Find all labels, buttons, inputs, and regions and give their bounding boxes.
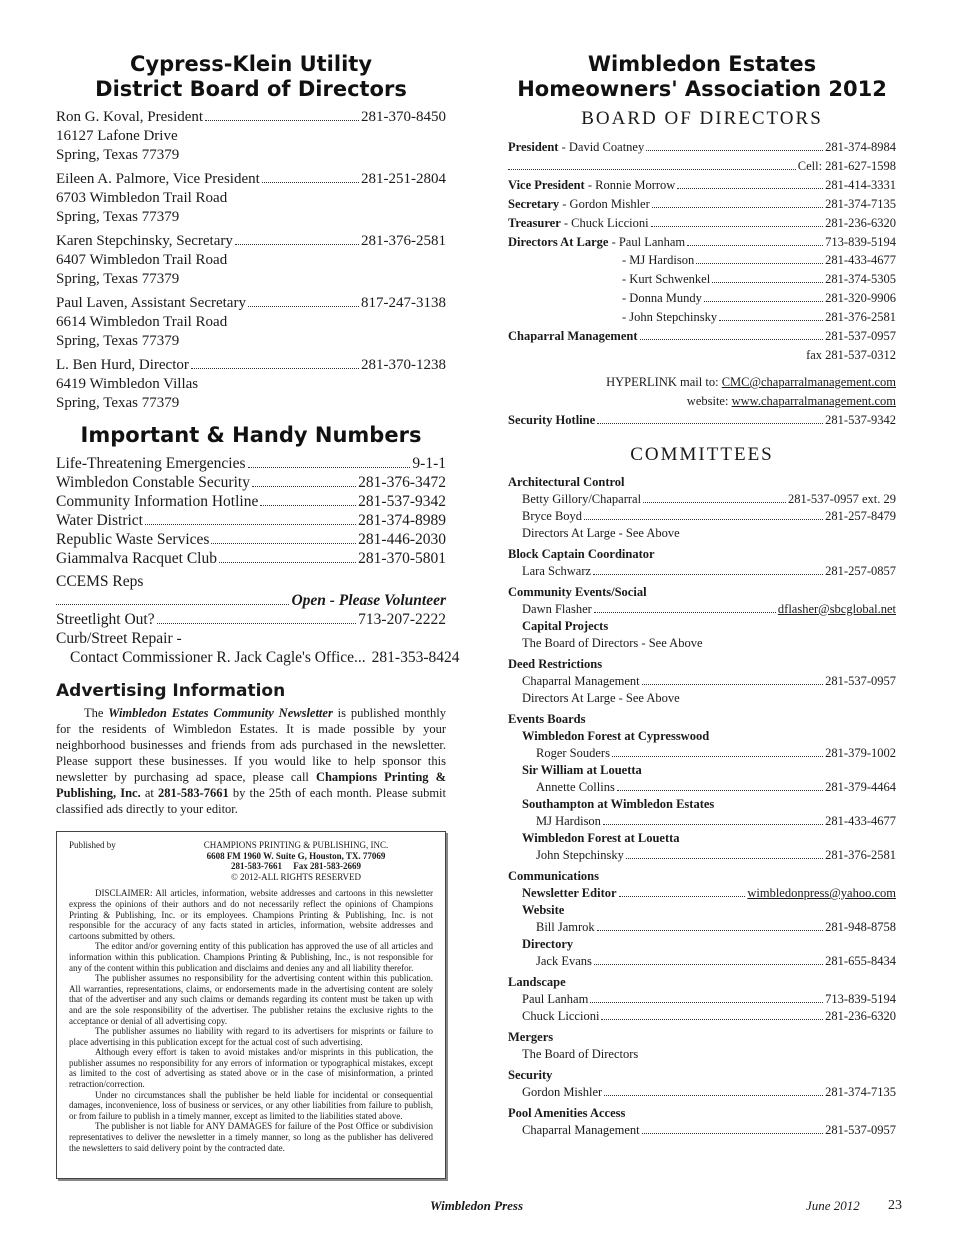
- committee-title: Communications: [508, 868, 599, 883]
- handy-label: Wimbledon Constable Security: [56, 474, 250, 491]
- handy-label: Republic Waste Services: [56, 531, 210, 548]
- publisher-header: [69, 840, 433, 882]
- director-address-line2: Spring, Texas 77379: [56, 147, 180, 163]
- member-phone: 281-655-8434: [825, 953, 896, 968]
- member-name: Gordon Mishler: [522, 1084, 603, 1099]
- chaparral-email-link[interactable]: CMC@chaparralmanagement.com: [721, 374, 896, 389]
- committee-note: The Board of Directors - See Above: [522, 635, 703, 650]
- curb-label: Curb/Street Repair -: [56, 630, 182, 647]
- disclaimer-paragraph: The publisher assumes no responsibility for the advertising content within this publication. All warranties, representations, claims, or endorsements made in the advertising content are solely that of the advertiser and any such claims or demands regarding its content must be taken up with and are the sole responsibility of the advertiser. The publisher retains the exclusive rights to the acceptance or denial of all advertising copy.: [69, 973, 433, 1026]
- leader-dots: [590, 1002, 823, 1003]
- member-phone: 281-236-6320: [825, 1008, 896, 1023]
- handy-label: Water District: [56, 512, 143, 529]
- member-name: Dawn Flasher: [522, 601, 592, 616]
- director-address-line2: Spring, Texas 77379: [56, 333, 180, 349]
- ad-text-part: at: [140, 786, 158, 800]
- director-name: Karen Stepchinsky, Secretary: [56, 233, 233, 249]
- disclaimer-paragraph: The editor and/or governing entity of this publication has approved the use of all articles and information within this publication. Champions Printing & Publishing, Inc., is not responsible for any of the content within this publication and disclaims and denies any and all liability therefor.: [69, 941, 433, 973]
- committee-title: Community Events/Social: [508, 584, 647, 599]
- director-phone: 281-370-1238: [361, 357, 446, 373]
- director-address-line1: 6703 Wimbledon Trail Road: [56, 190, 228, 206]
- officer-role: Vice President: [508, 177, 585, 192]
- ad-text-part: by the 25th of each month. Please submit classified ads directly to your editor.: [56, 786, 446, 816]
- website-line: [508, 392, 896, 411]
- officer-phone: 281-236-6320: [825, 215, 896, 230]
- director-name: - Kurt Schwenkel: [622, 272, 711, 287]
- leader-dots: [651, 226, 824, 227]
- committee-row: [508, 563, 896, 580]
- member-name: Roger Souders: [536, 745, 610, 760]
- director-row: [56, 232, 446, 251]
- hoa-title-line2: Homeowners' Association 2012: [517, 77, 887, 101]
- leader-dots: [248, 467, 411, 468]
- officer-name: - Gordon Mishler: [559, 196, 650, 211]
- committee-title: Capital Projects: [522, 618, 609, 633]
- director-row: [56, 108, 446, 127]
- handy-number-row: [56, 530, 446, 549]
- member-name: John Stepchinsky: [536, 847, 624, 862]
- handy-label: Life-Threatening Emergencies: [56, 455, 246, 472]
- committee-row: [508, 885, 896, 902]
- director-address-line1: 6614 Wimbledon Trail Road: [56, 314, 228, 330]
- director-name: - Donna Mundy: [622, 291, 702, 306]
- leader-dots: [642, 1133, 824, 1134]
- ad-newsletter-name: Wimbledon Estates Community Newsletter: [108, 706, 333, 720]
- leader-dots: [191, 368, 359, 369]
- leader-dots: [696, 263, 823, 264]
- streetlight-row: [56, 610, 446, 629]
- leader-dots: [56, 604, 289, 605]
- leader-dots: [603, 824, 823, 825]
- handy-numbers-list: [56, 454, 446, 568]
- leader-dots: [593, 574, 823, 575]
- leader-dots: [260, 505, 356, 506]
- chaparral-website-link[interactable]: www.chaparralmanagement.com: [731, 393, 896, 408]
- director-phone: 281-251-2804: [361, 171, 446, 187]
- leader-dots: [643, 502, 786, 503]
- member-phone: 281-948-8758: [825, 919, 896, 934]
- subcommittee-title: Directory: [522, 936, 574, 951]
- leader-dots: [646, 150, 823, 151]
- committee-title: Security: [508, 1067, 553, 1082]
- director-at-large-row: [508, 289, 896, 308]
- disclaimer-paragraph: The publisher assumes no liability with regard to its advertisers for misprints or failure to place advertising in this publication except for the actual cost of such advertising.: [69, 1026, 433, 1047]
- director-address-line2: Spring, Texas 77379: [56, 209, 180, 225]
- director-phone: 281-433-4677: [825, 253, 896, 268]
- hoa-title-line1: Wimbledon Estates: [587, 52, 817, 76]
- director-address-line2: Spring, Texas 77379: [56, 271, 180, 287]
- director-phone: 281-320-9906: [825, 291, 896, 306]
- disclaimer-text: [69, 888, 433, 1153]
- leader-dots: [652, 207, 823, 208]
- director-address-line1: 6419 Wimbledon Villas: [56, 376, 199, 392]
- ad-text-part: is published monthly for the residents of Wimbledon Estates. It is made possible by your neighborhood businesses and friends from ads purchased in the newsletter. Please support these businesses. If you would like to help sponsor this newsletter by purchasing ad space, please call: [56, 706, 447, 784]
- disclaimer-paragraph: DISCLAIMER: All articles, information, website addresses and cartoons in this newsletter express the opinions of their authors and do not necessarily reflect the opinions of Champions Printing & Publishing, Inc. or its employees. Champions Printing & Publishing, Inc. is not responsible for the accuracy of any facts stated in articles, information, website addresses and cartoons submitted by others.: [69, 888, 433, 941]
- member-name: MJ Hardison: [536, 813, 601, 828]
- leader-dots: [235, 244, 359, 245]
- utility-director: [56, 294, 446, 351]
- member-role: Newsletter Editor: [522, 885, 617, 900]
- ccems-block: [56, 572, 460, 667]
- subcommittee-title: Sir William at Louetta: [522, 762, 642, 777]
- president-name: - David Coatney: [558, 140, 645, 154]
- committee-row: [508, 813, 896, 830]
- committee-row: [508, 953, 896, 970]
- ad-text-part: The: [84, 706, 109, 720]
- leader-dots: [597, 930, 823, 931]
- officer-label: [508, 233, 685, 252]
- subcommittee-title: Wimbledon Forest at Cypresswood: [522, 728, 710, 743]
- committee-row: [508, 919, 896, 936]
- director-phone: 817-247-3138: [361, 295, 446, 311]
- officer-label: [508, 195, 650, 214]
- handy-value: 281-374-8989: [358, 512, 446, 529]
- advertising-text: [56, 705, 446, 817]
- leader-dots: [626, 858, 823, 859]
- committee-note: Directors At Large - See Above: [522, 690, 680, 705]
- member-phone: 281-257-0857: [825, 563, 896, 578]
- leader-dots: [248, 306, 359, 307]
- director-name: L. Ben Hurd, Director: [56, 357, 189, 373]
- streetlight-label: Streetlight Out?: [56, 611, 155, 628]
- officers-list: [508, 176, 896, 252]
- officer-row: [508, 214, 896, 233]
- committee-title: Events Boards: [508, 711, 586, 726]
- director-name: - MJ Hardison: [622, 253, 695, 268]
- website-label: website:: [686, 393, 732, 408]
- leader-dots: [619, 896, 746, 897]
- director-address-line1: 16127 Lafone Drive: [56, 128, 178, 144]
- security-hotline-phone: 281-537-9342: [825, 412, 896, 427]
- ccems-label: CCEMS Reps: [56, 573, 144, 590]
- leader-dots: [594, 964, 823, 965]
- subcommittee-title: Southampton at Wimbledon Estates: [522, 796, 715, 811]
- committee-title: Mergers: [508, 1029, 554, 1044]
- board-of-directors-heading: BOARD OF DIRECTORS: [581, 108, 823, 129]
- right-column: [508, 52, 896, 1139]
- officer-phone: 281-374-7135: [825, 196, 896, 211]
- director-phone: 281-376-2581: [361, 233, 446, 249]
- handy-value: 281-376-3472: [358, 474, 446, 491]
- handy-number-row: [56, 473, 446, 492]
- utility-director: [56, 232, 446, 289]
- officer-row: [508, 195, 896, 214]
- member-name: Jack Evans: [536, 953, 592, 968]
- chaparral-label: Chaparral Management: [508, 329, 638, 344]
- leader-dots: [601, 1019, 823, 1020]
- member-phone: 713-839-5194: [825, 991, 896, 1006]
- leader-dots: [157, 623, 357, 624]
- utility-directors-list: [56, 108, 446, 413]
- president-cell: Cell: 281-627-1598: [797, 158, 896, 173]
- member-name: Annette Collins: [536, 779, 615, 794]
- committee-row: [508, 1008, 896, 1025]
- leader-dots: [612, 756, 823, 757]
- leader-dots: [219, 562, 356, 563]
- leader-dots: [712, 282, 823, 283]
- newsletter-email-link[interactable]: wimbledonpress@yahoo.com: [747, 885, 896, 900]
- president-role: President: [508, 140, 559, 154]
- officer-name: - Ronnie Morrow: [584, 177, 676, 192]
- handy-number-row: [56, 549, 446, 568]
- officer-label: [508, 214, 649, 233]
- curb-row: [56, 648, 460, 667]
- member-name: Lara Schwarz: [522, 563, 592, 578]
- security-hotline-row: [508, 411, 896, 430]
- disclaimer-paragraph: The publisher is not liable for ANY DAMAGES for failure of the Post Office or subdivision representatives to deliver the newsletter in a timely manner, so long as the publisher has delivered the newsletters to said delivery point by the contracted date.: [69, 1121, 433, 1153]
- officer-phone: 713-839-5194: [825, 234, 896, 249]
- director-address-line1: 6407 Wimbledon Trail Road: [56, 252, 228, 268]
- leader-dots: [617, 790, 823, 791]
- director-row: [56, 294, 446, 313]
- leader-dots: [687, 245, 823, 246]
- director-row: [56, 356, 446, 375]
- committee-title: Landscape: [508, 974, 566, 989]
- officer-row: [508, 176, 896, 195]
- leader-dots: [145, 524, 356, 525]
- member-name: Chaparral Management: [522, 673, 640, 688]
- handy-value: 9-1-1: [412, 455, 446, 472]
- publisher-rights: © 2012-ALL RIGHTS RESERVED: [230, 871, 362, 882]
- leader-dots: [642, 684, 824, 685]
- page-number: 23: [888, 1198, 902, 1213]
- committee-title: Block Captain Coordinator: [508, 546, 655, 561]
- member-name: Chaparral Management: [522, 1122, 640, 1137]
- security-hotline-label: Security Hotline: [508, 412, 596, 427]
- leader-dots: [262, 182, 359, 183]
- subcommittee-title: Website: [522, 902, 565, 917]
- publisher-phones: 281-583-7661 Fax 281-583-2669: [231, 861, 361, 872]
- leader-dots: [604, 1095, 823, 1096]
- leader-dots: [211, 543, 356, 544]
- handy-label: Community Information Hotline: [56, 493, 259, 510]
- director-row: [56, 170, 446, 189]
- committee-row: [508, 491, 896, 508]
- publisher-address: 6608 FM 1960 W. Suite G, Houston, TX. 77069: [206, 850, 386, 861]
- director-at-large-row: [508, 308, 896, 327]
- committee-row: [508, 508, 896, 525]
- leader-dots: [584, 519, 823, 520]
- officer-role: Directors At Large: [508, 234, 609, 249]
- officer-phone: 281-414-3331: [825, 177, 896, 192]
- utility-board-title-line2: District Board of Directors: [95, 77, 407, 101]
- committee-row: [508, 1084, 896, 1101]
- officer-role: Treasurer: [508, 215, 561, 230]
- committee-note: The Board of Directors: [522, 1046, 639, 1061]
- footer-publication: Wimbledon Press: [430, 1198, 524, 1213]
- committee-title: Pool Amenities Access: [508, 1105, 626, 1120]
- director-at-large-row: [508, 251, 896, 270]
- handy-number-row: [56, 492, 446, 511]
- ccems-row: [56, 591, 446, 610]
- director-name: - John Stepchinsky: [622, 310, 718, 325]
- subcommittee-title: Wimbledon Forest at Louetta: [522, 830, 680, 845]
- leader-dots: [719, 320, 823, 321]
- ad-phone: 281-583-7661: [157, 786, 229, 800]
- leader-dots: [252, 486, 356, 487]
- member-phone: 281-537-0957 ext. 29: [788, 491, 896, 506]
- leader-dots: [597, 423, 823, 424]
- committee-row: [508, 1122, 896, 1139]
- member-email-link[interactable]: dflasher@sbcglobal.net: [777, 601, 896, 616]
- member-phone: 281-376-2581: [825, 847, 896, 862]
- left-column: [56, 52, 460, 1179]
- member-name: Paul Lanham: [522, 991, 589, 1006]
- director-name: Eileen A. Palmore, Vice President: [56, 171, 260, 187]
- committee-row: [508, 991, 896, 1008]
- committee-row: [508, 779, 896, 796]
- member-phone: 281-379-4464: [825, 779, 896, 794]
- member-phone: 281-537-0957: [825, 1122, 896, 1137]
- curb-value: 281-353-8424: [371, 649, 460, 666]
- publisher-company: CHAMPIONS PRINTING & PUBLISHING, INC.: [203, 840, 389, 850]
- member-name: Bryce Boyd: [522, 508, 583, 523]
- curb-contact: Contact Commissioner R. Jack Cagle's Office...: [70, 649, 366, 666]
- committee-row: [508, 847, 896, 864]
- member-phone: 281-433-4677: [825, 813, 896, 828]
- utility-director: [56, 356, 446, 413]
- leader-dots: [594, 612, 776, 613]
- handy-value: 281-537-9342: [358, 493, 446, 510]
- director-name: Ron G. Koval, President: [56, 109, 204, 125]
- member-phone: 281-379-1002: [825, 745, 896, 760]
- utility-director: [56, 108, 446, 165]
- officer-label: [508, 176, 675, 195]
- director-address-line2: Spring, Texas 77379: [56, 395, 180, 411]
- chaparral-row: [508, 327, 896, 346]
- director-phone: 281-370-8450: [361, 109, 446, 125]
- director-phone: 281-376-2581: [825, 310, 896, 325]
- handy-label: Giammalva Racquet Club: [56, 550, 217, 567]
- ad-company: Champions Printing & Publishing, Inc.: [56, 770, 447, 800]
- president-cell-row: [508, 157, 896, 176]
- leader-dots: [640, 339, 824, 340]
- committee-row: [508, 745, 896, 762]
- streetlight-value: 713-207-2222: [358, 611, 446, 628]
- member-name: Bill Jamrok: [536, 919, 595, 934]
- publisher-box: [56, 831, 446, 1179]
- disclaimer-paragraph: Although every effort is taken to avoid mistakes and/or misprints in this publication, the publisher assumes no responsibility for any errors of information or typographical mistakes, except as limited to the cost of advertising as stated above or in the case of misinformation, a printed retraction/correction.: [69, 1047, 433, 1090]
- member-name: Betty Gillory/Chaparral: [522, 491, 642, 506]
- officer-role: Secretary: [508, 196, 560, 211]
- handy-value: 281-370-5801: [358, 550, 446, 567]
- member-phone: 281-257-8479: [825, 508, 896, 523]
- leader-dots: [508, 169, 796, 170]
- publisher-info: [159, 840, 433, 882]
- committees-heading: COMMITTEES: [630, 443, 774, 465]
- hyperlink-label: HYPERLINK mail to:: [606, 374, 722, 389]
- director-name: Paul Laven, Assistant Secretary: [56, 295, 246, 311]
- officer-row: [508, 233, 896, 252]
- handy-number-row: [56, 454, 446, 473]
- hyperlink-line: [508, 373, 896, 392]
- officer-name: - Chuck Liccioni: [560, 215, 649, 230]
- chaparral-fax: fax 281-537-0312: [806, 347, 896, 362]
- utility-director: [56, 170, 446, 227]
- director-phone: 281-374-5305: [825, 272, 896, 287]
- hoa-title: [508, 52, 896, 102]
- committee-note: Directors At Large - See Above: [522, 525, 680, 540]
- committee-row: [508, 673, 896, 690]
- utility-board-title: [56, 52, 446, 102]
- leader-dots: [704, 301, 823, 302]
- president-phone: 281-374-8984: [825, 140, 896, 154]
- handy-numbers-title: Important & Handy Numbers: [80, 423, 422, 447]
- committee-row: [508, 601, 896, 618]
- member-phone: 281-537-0957: [825, 673, 896, 688]
- committee-title: Architectural Control: [508, 474, 625, 489]
- handy-value: 281-446-2030: [358, 531, 446, 548]
- handy-number-row: [56, 511, 446, 530]
- chaparral-phone: 281-537-0957: [825, 329, 896, 344]
- member-name: Chuck Liccioni: [522, 1008, 600, 1023]
- utility-board-title-line1: Cypress-Klein Utility: [129, 52, 373, 76]
- committee-title: Deed Restrictions: [508, 656, 603, 671]
- leader-dots: [677, 188, 823, 189]
- footer-date: June 2012: [806, 1198, 860, 1213]
- published-by-label: Published by: [69, 840, 116, 850]
- leader-dots: [205, 120, 359, 121]
- ccems-value: Open - Please Volunteer: [291, 592, 446, 609]
- president-row: [508, 138, 896, 157]
- disclaimer-paragraph: Under no circumstances shall the publisher be held liable for incidental or consequential damages, inconvenience, loss of business or services, or any other liabilities from failure to publish, or from failure to publish in a timely manner, except as limited to the liabilities stated above.: [69, 1089, 433, 1121]
- director-at-large-row: [508, 270, 896, 289]
- member-phone: 281-374-7135: [825, 1084, 896, 1099]
- advertising-title: Advertising Information: [56, 681, 286, 701]
- officer-name: - Paul Lanham: [608, 234, 686, 249]
- directors-at-large-list: [508, 251, 896, 327]
